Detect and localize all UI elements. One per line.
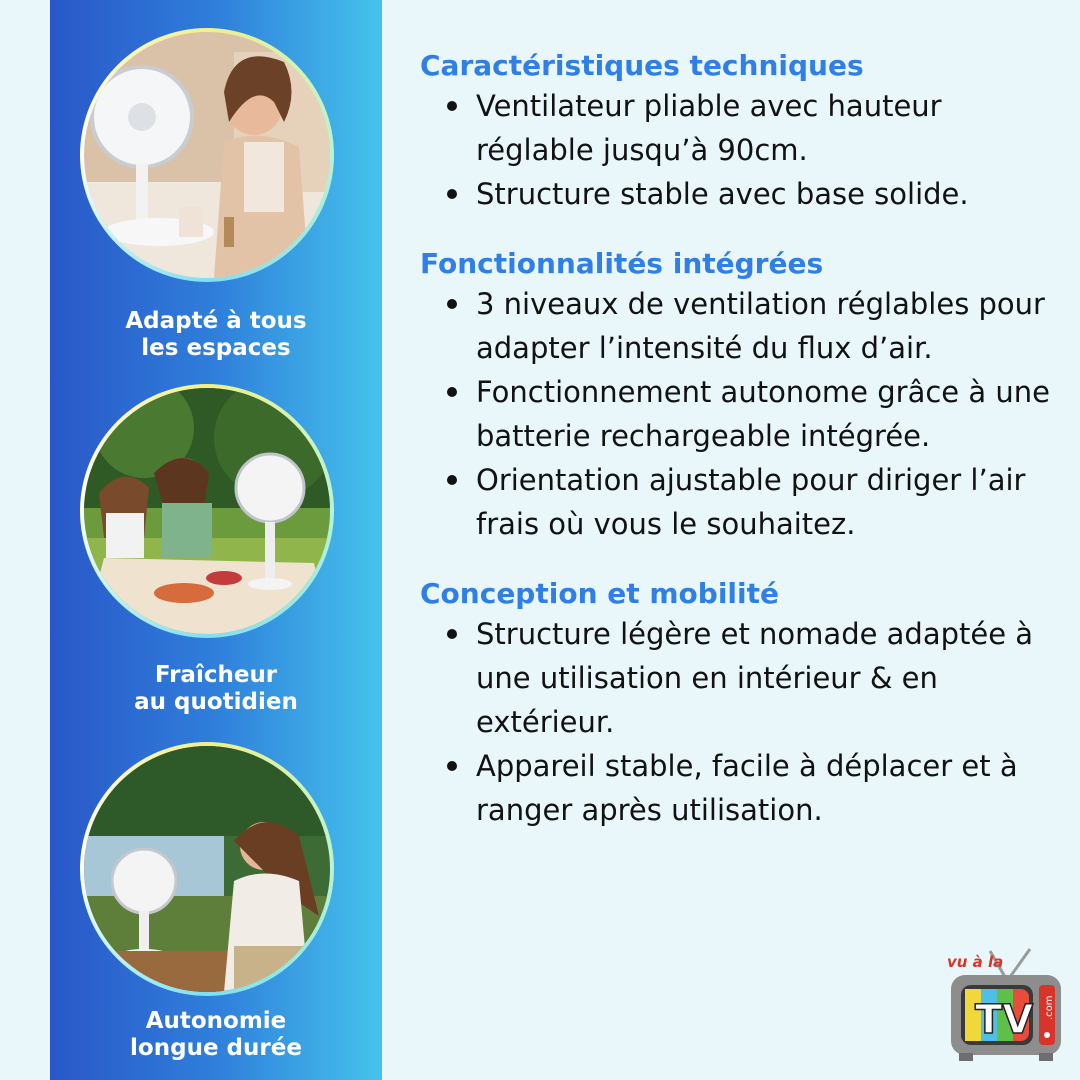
- photo-family-picnic: [84, 388, 330, 634]
- bullet-list: [420, 612, 1060, 832]
- list-item: [420, 458, 1060, 546]
- photo-frame: [80, 384, 334, 638]
- bullet-text: Appareil stable, facile à déplacer et à ranger après utilisation.: [476, 749, 1018, 827]
- product-details: [420, 48, 1060, 862]
- bullet-dot-icon: [447, 475, 457, 485]
- photo-woman-vanity: [84, 32, 330, 278]
- section-title: Conception et mobilité: [420, 577, 779, 610]
- list-item: [420, 84, 1060, 172]
- bullet-dot-icon: [447, 101, 457, 111]
- bullet-list: [420, 84, 1060, 216]
- list-item: [420, 612, 1060, 744]
- bullet-list: [420, 282, 1060, 546]
- section-title: Caractéristiques techniques: [420, 49, 864, 82]
- feature-label: Fraîcheur au quotidien: [134, 662, 298, 715]
- photo-woman-lake: [84, 746, 330, 992]
- svg-text:TV: TV: [975, 997, 1034, 1043]
- feature-label: Autonomie longue durée: [130, 1008, 302, 1061]
- bullet-dot-icon: [447, 189, 457, 199]
- vu-a-la-tv-logo: [945, 945, 1070, 1065]
- bullet-text: Fonctionnement autonome grâce à une batterie rechargeable intégrée.: [476, 375, 1050, 453]
- feature-sidebar: [50, 0, 382, 1080]
- bullet-dot-icon: [447, 761, 457, 771]
- feature-label: Adapté à tous les espaces: [125, 308, 307, 361]
- bullet-text: 3 niveaux de ventilation réglables pour adapter l’intensité du flux d’air.: [476, 287, 1045, 365]
- section-design: [420, 576, 1060, 832]
- section-features: [420, 246, 1060, 546]
- svg-text:.com: .com: [1044, 995, 1055, 1020]
- section-technical: [420, 48, 1060, 216]
- list-item: [420, 370, 1060, 458]
- photo-frame: [80, 28, 334, 282]
- list-item: [420, 172, 1060, 216]
- svg-text:vu à la: vu à la: [947, 953, 1004, 971]
- photo-frame: [80, 742, 334, 996]
- list-item: [420, 744, 1060, 832]
- list-item: [420, 282, 1060, 370]
- bullet-text: Orientation ajustable pour diriger l’air frais où vous le souhaitez.: [476, 463, 1026, 541]
- section-title: Fonctionnalités intégrées: [420, 247, 824, 280]
- bullet-text: Ventilateur pliable avec hauteur réglable jusqu’à 90cm.: [476, 89, 942, 167]
- bullet-dot-icon: [447, 299, 457, 309]
- bullet-dot-icon: [447, 629, 457, 639]
- bullet-dot-icon: [447, 387, 457, 397]
- bullet-text: Structure stable avec base solide.: [476, 177, 969, 211]
- bullet-text: Structure légère et nomade adaptée à une utilisation en intérieur & en extérieur.: [476, 617, 1034, 739]
